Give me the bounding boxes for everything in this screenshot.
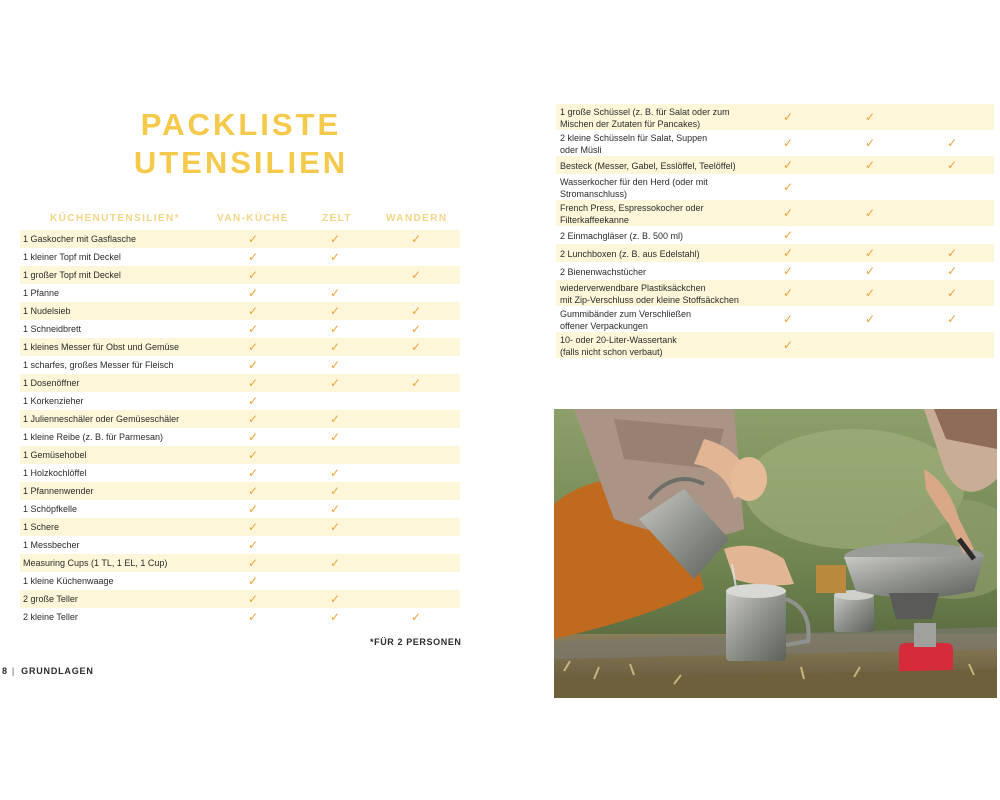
header-wandern: WANDERN — [386, 213, 448, 224]
table-row — [20, 356, 460, 374]
check-van-icon: ✓ — [248, 448, 259, 462]
check-wandern-icon: ✓ — [411, 232, 422, 246]
check-zelt-icon: ✓ — [865, 206, 876, 220]
check-van-icon: ✓ — [248, 538, 259, 552]
item-label: 1 Korkenzieher — [23, 396, 84, 406]
check-van-icon: ✓ — [248, 556, 259, 570]
check-van-icon: ✓ — [248, 412, 259, 426]
check-van-icon: ✓ — [783, 136, 794, 150]
table-row — [20, 284, 460, 302]
header-items: KÜCHENUTENSILIEN* — [50, 213, 180, 224]
item-label: 1 Schneidbrett — [23, 324, 82, 334]
check-zelt-icon: ✓ — [330, 286, 341, 300]
item-label: 1 kleine Küchenwaage — [23, 576, 114, 586]
item-label — [560, 176, 708, 200]
item-label: 1 Dosenöffner — [23, 378, 80, 388]
check-zelt-icon: ✓ — [330, 430, 341, 444]
check-van-icon: ✓ — [248, 304, 259, 318]
header-zelt: ZELT — [322, 213, 352, 224]
table-body-left — [20, 230, 460, 626]
check-van-icon: ✓ — [248, 322, 259, 336]
item-label: 1 kleines Messer für Obst und Gemüse — [23, 342, 180, 352]
item-label: 1 Gaskocher mit Gasflasche — [23, 234, 137, 244]
item-label — [560, 132, 707, 156]
item-label-line-1: 2 Bienenwachstücher — [560, 267, 647, 277]
item-label — [560, 266, 646, 278]
item-label: Measuring Cups (1 TL, 1 EL, 1 Cup) — [23, 558, 168, 568]
table-row — [20, 608, 460, 626]
item-label: 1 Holzkochlöffel — [23, 468, 87, 478]
check-zelt-icon: ✓ — [865, 246, 876, 260]
check-zelt-icon: ✓ — [865, 158, 876, 172]
table-row — [20, 482, 460, 500]
check-wandern-icon: ✓ — [947, 246, 958, 260]
packing-table-left — [20, 210, 460, 626]
table-row — [556, 280, 994, 306]
item-label-line-2: mit Zip-Verschluss oder kleine Stoffsäckchen — [560, 295, 739, 305]
check-wandern-icon: ✓ — [947, 264, 958, 278]
check-van-icon: ✓ — [248, 340, 259, 354]
table-row — [556, 306, 994, 332]
table-row — [20, 374, 460, 392]
item-label: 1 Schere — [23, 522, 60, 532]
item-label: 1 Messbecher — [23, 540, 80, 550]
check-van-icon: ✓ — [783, 228, 794, 242]
check-van-icon: ✓ — [248, 286, 259, 300]
table-row — [20, 302, 460, 320]
table-row — [20, 338, 460, 356]
table-row — [20, 464, 460, 482]
check-wandern-icon: ✓ — [411, 376, 422, 390]
item-label: 2 kleine Teller — [23, 612, 78, 622]
check-wandern-icon: ✓ — [947, 312, 958, 326]
table-row — [20, 392, 460, 410]
table-row — [20, 590, 460, 608]
item-label-line-1: Gummibänder zum Verschließen — [560, 309, 692, 319]
table-row — [556, 200, 994, 226]
table-row — [20, 428, 460, 446]
check-van-icon: ✓ — [248, 268, 259, 282]
header-van: VAN-KÜCHE — [217, 213, 289, 224]
check-zelt-icon: ✓ — [865, 264, 876, 278]
check-zelt-icon: ✓ — [330, 358, 341, 372]
check-wandern-icon: ✓ — [411, 340, 422, 354]
check-van-icon: ✓ — [783, 246, 794, 260]
check-wandern-icon: ✓ — [411, 610, 422, 624]
check-wandern-icon: ✓ — [947, 286, 958, 300]
item-label: 1 kleiner Topf mit Deckel — [23, 252, 121, 262]
check-van-icon: ✓ — [248, 484, 259, 498]
table-row — [20, 500, 460, 518]
check-wandern-icon: ✓ — [411, 268, 422, 282]
check-zelt-icon: ✓ — [330, 520, 341, 534]
item-label-line-2: Mischen der Zutaten für Pancakes) — [560, 119, 701, 129]
check-zelt-icon: ✓ — [330, 466, 341, 480]
check-zelt-icon: ✓ — [330, 592, 341, 606]
table-row — [20, 518, 460, 536]
check-zelt-icon: ✓ — [865, 312, 876, 326]
title-line-2: UTENSILIEN — [133, 145, 349, 180]
footer-separator: | — [11, 666, 16, 676]
check-wandern-icon: ✓ — [947, 136, 958, 150]
check-zelt-icon: ✓ — [865, 286, 876, 300]
table-row — [20, 572, 460, 590]
check-zelt-icon: ✓ — [330, 610, 341, 624]
check-zelt-icon: ✓ — [330, 250, 341, 264]
table-row — [20, 536, 460, 554]
item-label-line-1: French Press, Espressokocher oder — [560, 203, 704, 213]
table-row — [556, 244, 994, 262]
check-van-icon: ✓ — [248, 574, 259, 588]
table-row — [556, 226, 994, 244]
item-label-line-2: oder Müsli — [560, 145, 602, 155]
check-wandern-icon: ✓ — [947, 158, 958, 172]
table-header — [20, 210, 460, 230]
table-row — [20, 320, 460, 338]
item-label-line-2: Stromanschluss) — [560, 189, 628, 199]
item-label — [560, 308, 691, 332]
check-zelt-icon: ✓ — [330, 376, 341, 390]
check-van-icon: ✓ — [248, 232, 259, 246]
item-label-line-2: offener Verpackungen — [560, 321, 648, 331]
table-row — [20, 266, 460, 284]
title-line-1: PACKLISTE — [140, 107, 342, 142]
item-label-line-1: 2 Einmachgläser (z. B. 500 ml) — [560, 231, 684, 241]
table-row — [20, 230, 460, 248]
table-row — [20, 446, 460, 464]
check-van-icon: ✓ — [248, 358, 259, 372]
check-zelt-icon: ✓ — [330, 484, 341, 498]
check-zelt-icon: ✓ — [330, 232, 341, 246]
section-name: GRUNDLAGEN — [21, 666, 94, 676]
photo-illustration — [554, 409, 997, 698]
item-label: 1 Pfanne — [23, 288, 60, 298]
check-zelt-icon: ✓ — [865, 136, 876, 150]
item-label-line-1: Besteck (Messer, Gabel, Esslöffel, Teelöffel) — [560, 161, 736, 171]
footnote: *FÜR 2 PERSONEN — [370, 637, 462, 647]
item-label — [560, 230, 683, 242]
item-label — [560, 160, 736, 172]
check-van-icon: ✓ — [783, 312, 794, 326]
item-label: 1 scharfes, großes Messer für Fleisch — [23, 360, 174, 370]
item-label — [560, 282, 739, 306]
check-zelt-icon: ✓ — [330, 322, 341, 336]
item-label: 1 Schöpfkelle — [23, 504, 78, 514]
table-row — [20, 554, 460, 572]
page-title — [112, 106, 370, 182]
page-number: 8 — [2, 666, 8, 676]
check-van-icon: ✓ — [783, 158, 794, 172]
check-van-icon: ✓ — [783, 180, 794, 194]
table-row — [556, 174, 994, 200]
page-footer — [2, 666, 94, 676]
item-label-line-1: Wasserkocher für den Herd (oder mit — [560, 177, 708, 187]
table-row — [556, 104, 994, 130]
item-label — [560, 334, 677, 358]
item-label-line-2: Filterkaffeekanne — [560, 215, 629, 225]
camping-cooking-photo — [554, 409, 997, 698]
item-label-line-2: (falls nicht schon verbaut) — [560, 347, 663, 357]
check-van-icon: ✓ — [248, 610, 259, 624]
check-wandern-icon: ✓ — [411, 322, 422, 336]
table-row — [20, 248, 460, 266]
check-van-icon: ✓ — [783, 338, 794, 352]
check-van-icon: ✓ — [248, 502, 259, 516]
item-label-line-1: 2 Lunchboxen (z. B. aus Edelstahl) — [560, 249, 700, 259]
check-zelt-icon: ✓ — [330, 304, 341, 318]
check-zelt-icon: ✓ — [865, 110, 876, 124]
item-label: 1 Nudelsieb — [23, 306, 71, 316]
item-label-line-1: 10- oder 20-Liter-Wassertank — [560, 335, 677, 345]
check-zelt-icon: ✓ — [330, 340, 341, 354]
check-van-icon: ✓ — [248, 520, 259, 534]
check-zelt-icon: ✓ — [330, 502, 341, 516]
check-wandern-icon: ✓ — [411, 304, 422, 318]
check-van-icon: ✓ — [783, 206, 794, 220]
item-label: 1 Gemüsehobel — [23, 450, 87, 460]
check-zelt-icon: ✓ — [330, 556, 341, 570]
check-van-icon: ✓ — [248, 430, 259, 444]
check-van-icon: ✓ — [248, 466, 259, 480]
item-label: 1 Julienneschäler oder Gemüseschäler — [23, 414, 180, 424]
check-van-icon: ✓ — [248, 592, 259, 606]
item-label — [560, 106, 730, 130]
table-row — [556, 262, 994, 280]
item-label: 2 große Teller — [23, 594, 78, 604]
check-van-icon: ✓ — [783, 264, 794, 278]
check-van-icon: ✓ — [783, 286, 794, 300]
item-label-line-1: 1 große Schüssel (z. B. für Salat oder zum — [560, 107, 730, 117]
packing-table-right — [556, 104, 994, 358]
check-van-icon: ✓ — [248, 394, 259, 408]
item-label: 1 großer Topf mit Deckel — [23, 270, 121, 280]
item-label-line-1: wiederverwendbare Plastiksäckchen — [560, 283, 706, 293]
table-row — [556, 332, 994, 358]
item-label — [560, 202, 704, 226]
item-label: 1 kleine Reibe (z. B. für Parmesan) — [23, 432, 164, 442]
table-row — [20, 410, 460, 428]
table-row — [556, 130, 994, 156]
check-van-icon: ✓ — [248, 250, 259, 264]
item-label — [560, 248, 700, 260]
check-van-icon: ✓ — [248, 376, 259, 390]
item-label-line-1: 2 kleine Schüsseln für Salat, Suppen — [560, 133, 708, 143]
check-van-icon: ✓ — [783, 110, 794, 124]
item-label: 1 Pfannenwender — [23, 486, 94, 496]
table-row — [556, 156, 994, 174]
check-zelt-icon: ✓ — [330, 412, 341, 426]
